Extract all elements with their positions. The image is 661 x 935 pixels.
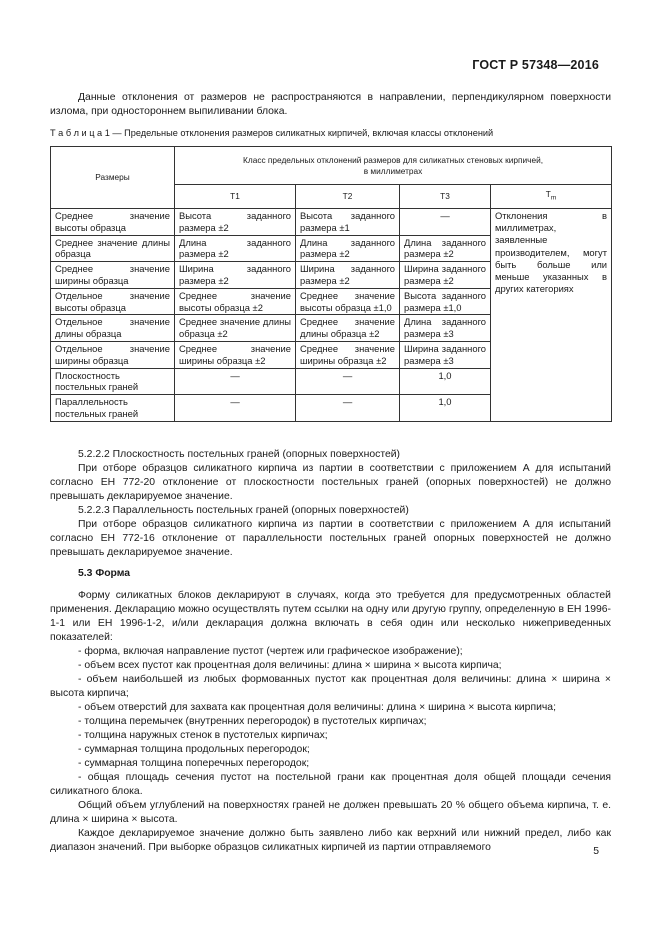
- header-tm: $Т_m$: [491, 185, 612, 209]
- list-item: - объем всех пустот как процентная доля величины: длина × ширина × высота кирпича;: [78, 660, 502, 671]
- header-t2: Т2: [296, 185, 400, 209]
- row-name: Среднее значение высоты образца: [51, 209, 175, 236]
- row-name: Отдельное значение высоты образца: [51, 288, 175, 315]
- section-53-text: Форму силикатных блоков декларируют в случаях, когда это требуется для предусмотренных областей применения. Декларацию можно осуществлять путем ссылки на одну или другую группу, определенную в ЕН 1996-1-1 или ЕН 1996-1-2, и/или декларация должна включать в себя один или несколько нижеприведенных показателей:: [50, 590, 611, 643]
- cell-t1: Высота заданного размера ±2: [175, 209, 296, 236]
- row-name: Параллельность постельных граней: [51, 395, 175, 422]
- cell-t1: Ширина заданного размера ±2: [175, 262, 296, 289]
- cell-t2: —: [296, 368, 400, 395]
- row-name: Отдельное значение длины образца: [51, 315, 175, 342]
- cell-t2: Высота заданного размера ±1: [296, 209, 400, 236]
- cell-t3: Ширина заданного размера ±3: [400, 341, 491, 368]
- table-caption: Т а б л и ц а 1 — Предельные отклонения размеров силикатных кирпичей, включая классы отклонений: [50, 128, 494, 138]
- list-item: - суммарная толщина продольных перегородок;: [78, 744, 310, 755]
- volume-paragraph: Общий объем углублений на поверхностях граней не должен превышать 20 % общего объема кирпича, т. е. длина × ширина × высота.: [50, 800, 611, 825]
- list-item: - толщина наружных стенок в пустотелых кирпичах;: [78, 730, 328, 741]
- tm-note: Отклонения в миллиметрах, заявленные производителем, могут быть больше или меньше указанных в других категориях: [491, 209, 612, 422]
- header-dimensions: Размеры: [51, 147, 175, 209]
- list-item: - суммарная толщина поперечных перегородок;: [78, 758, 310, 769]
- section-5223-text: При отборе образцов силикатного кирпича из партии в соответствии с приложением А для испытаний согласно ЕН 772-16 отклонение от параллельности постельных граней опорных поверхностей не должно превышать декларируемое значение.: [50, 519, 611, 558]
- header-class-line1: Класс предельных отклонений размеров для силикатных стеновых кирпичей,: [243, 154, 544, 165]
- table-row: [51, 209, 612, 236]
- row-name: Среднее значение длины образца: [51, 235, 175, 262]
- list-item: - общая площадь сечения пустот на постельной грани как процентная доля общей площади сечения силикатного блока.: [50, 772, 611, 797]
- cell-t3: Длина заданного размера ±3: [400, 315, 491, 342]
- section-5222-title: 5.2.2.2 Плоскостность постельных граней (опорных поверхностей): [78, 449, 401, 460]
- declared-paragraph: Каждое декларируемое значение должно быть заявлено либо как верхний или нижний предел, либо как диапазон значений. При выборке образцов силикатных кирпичей из партии отправляемого: [50, 828, 611, 853]
- cell-t3: Ширина заданного размера ±2: [400, 262, 491, 289]
- cell-t1: —: [175, 395, 296, 422]
- cell-t3: 1,0: [400, 395, 491, 422]
- row-name: Среднее значение ширины образца: [51, 262, 175, 289]
- row-name: Плоскостность постельных граней: [51, 368, 175, 395]
- cell-t3: —: [400, 209, 491, 236]
- cell-t3: 1,0: [400, 368, 491, 395]
- cell-t2: —: [296, 395, 400, 422]
- cell-t2: Среднее значение ширины образца ±2: [296, 341, 400, 368]
- document-code: ГОСТ Р 57348—2016: [472, 58, 599, 72]
- header-t1: Т1: [175, 185, 296, 209]
- cell-t2: Ширина заданного размера ±2: [296, 262, 400, 289]
- header-class-group: [175, 147, 612, 185]
- section-5222-text: При отборе образцов силикатного кирпича из партии в соответствии с приложением А для испытаний согласно ЕН 772-20 отклонение от плоскостности постельных граней (опорных поверхностей) не должно превышать декларируемое значение.: [50, 463, 611, 502]
- cell-t1: Длина заданного размера ±2: [175, 235, 296, 262]
- list-item: - толщина перемычек (внутренних перегородок) в пустотелых кирпичах;: [78, 716, 427, 727]
- page-number: 5: [593, 846, 599, 857]
- list-item: - объем наибольшей из любых формованных пустот как процентная доля величины: длина × ширина × высота кирпича;: [50, 674, 611, 699]
- cell-t3: Длина заданного размера ±2: [400, 235, 491, 262]
- cell-t1: Среднее значение ширины образца ±2: [175, 341, 296, 368]
- header-t3: Т3: [400, 185, 491, 209]
- list-item: - форма, включая направление пустот (чертеж или графическое изображение);: [78, 646, 463, 657]
- cell-t2: Длина заданного размера ±2: [296, 235, 400, 262]
- header-class-line2: в миллиметрах: [363, 165, 423, 176]
- cell-t3: Высота заданного размера ±1,0: [400, 288, 491, 315]
- cell-t1: —: [175, 368, 296, 395]
- cell-t2: Среднее значение длины образца ±2: [296, 315, 400, 342]
- intro-paragraph: Данные отклонения от размеров не распространяются в направлении, перпендикулярном поверхности излома, при одностороннем выпиливании блока.: [50, 92, 611, 117]
- cell-t1: Среднее значение длины образца ±2: [175, 315, 296, 342]
- row-name: Отдельное значение ширины образца: [51, 341, 175, 368]
- cell-t2: Среднее значение высоты образца ±1,0: [296, 288, 400, 315]
- list-item: - объем отверстий для захвата как процентная доля величины: длина × ширина × высота кирпича;: [78, 702, 556, 713]
- section-53-title: 5.3 Форма: [78, 568, 131, 579]
- section-5223-title: 5.2.2.3 Параллельность постельных граней (опорных поверхностей): [78, 505, 409, 516]
- deviation-table: [50, 146, 612, 422]
- cell-t1: Среднее значение высоты образца ±2: [175, 288, 296, 315]
